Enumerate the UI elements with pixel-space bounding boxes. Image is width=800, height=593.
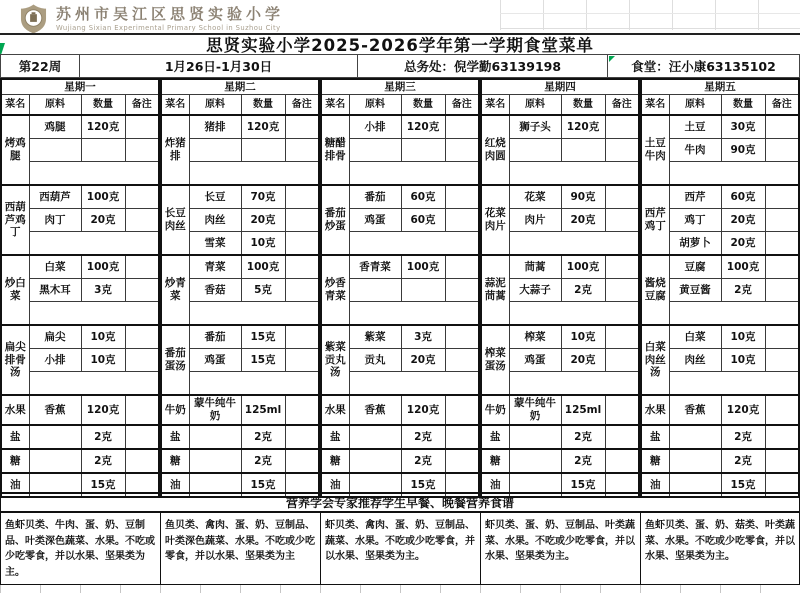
ingredient-cell: 牛肉: [669, 139, 721, 162]
empty-merged-cell: [189, 162, 319, 186]
quantity-cell: 2克: [721, 425, 765, 449]
quantity-cell: 100克: [721, 255, 765, 279]
quantity-cell: 10克: [81, 349, 125, 372]
ingredient-cell: 蒙牛纯牛奶: [509, 395, 561, 425]
note-cell: [445, 115, 479, 139]
day-header: 星期二: [161, 79, 319, 95]
column-header: 原料: [509, 95, 561, 116]
empty-merged-cell: [189, 372, 319, 396]
ingredient-cell: 香青菜: [349, 255, 401, 279]
column-header: 菜名: [321, 95, 349, 116]
empty-merged-cell: [349, 302, 479, 326]
note-cell: [765, 449, 799, 473]
quantity-cell: 20克: [561, 349, 605, 372]
dish-name: 炒香青菜: [321, 255, 349, 325]
oil-label: 油: [161, 473, 189, 497]
dish-name: 糖醋排骨: [321, 115, 349, 185]
column-header: 备注: [125, 95, 159, 116]
ingredient-cell: [189, 449, 241, 473]
quantity-cell: 60克: [721, 185, 765, 209]
ingredient-cell: [509, 139, 561, 162]
note-cell: [765, 325, 799, 349]
quantity-cell: 2克: [401, 449, 445, 473]
note-cell: [285, 395, 319, 425]
quantity-cell: 125ml: [561, 395, 605, 425]
quantity-cell: 120克: [721, 395, 765, 425]
quantity-cell: 60克: [401, 185, 445, 209]
note-cell: [765, 349, 799, 372]
note-cell: [125, 209, 159, 232]
quantity-cell: 20克: [721, 232, 765, 256]
column-header: 原料: [189, 95, 241, 116]
ingredient-cell: [29, 425, 81, 449]
note-cell: [765, 255, 799, 279]
ingredient-cell: 番茄: [189, 325, 241, 349]
note-cell: [765, 232, 799, 256]
day-header: 星期五: [641, 79, 799, 95]
quantity-cell: 100克: [241, 255, 285, 279]
empty-merged-cell: [349, 162, 479, 186]
quantity-cell: 3克: [401, 325, 445, 349]
school-crest-icon: [20, 4, 47, 34]
quantity-cell: 15克: [241, 473, 285, 497]
ingredient-cell: 肉片: [509, 209, 561, 232]
empty-merged-cell: [509, 302, 639, 326]
dish-name: 牛奶: [481, 395, 509, 425]
quantity-cell: 2克: [721, 279, 765, 302]
empty-merged-cell: [29, 232, 159, 256]
day-header: 星期三: [321, 79, 479, 95]
ingredient-cell: 鸡蛋: [349, 209, 401, 232]
quantity-cell: 100克: [401, 255, 445, 279]
sugar-label: 糖: [481, 449, 509, 473]
dish-name: 红烧肉圆: [481, 115, 509, 185]
day-column: [640, 78, 800, 498]
ingredient-cell: [669, 425, 721, 449]
column-header: 原料: [669, 95, 721, 116]
dish-name: 酱烧豆腐: [641, 255, 669, 325]
note-cell: [125, 255, 159, 279]
dish-name: 番茄炒蛋: [321, 185, 349, 255]
ingredient-cell: 肉丝: [189, 209, 241, 232]
ingredient-cell: 香蕉: [669, 395, 721, 425]
ingredient-cell: 大蒜子: [509, 279, 561, 302]
week-cell: 第22周: [0, 54, 79, 78]
ingredient-cell: [189, 425, 241, 449]
column-header: 菜名: [641, 95, 669, 116]
quantity-cell: [241, 139, 285, 162]
ingredient-cell: 狮子头: [509, 115, 561, 139]
quantity-cell: 70克: [241, 185, 285, 209]
quantity-cell: 120克: [401, 115, 445, 139]
nutrition-advice-cell: 鱼贝类、禽肉、蛋、奶、豆制品、叶类深色蔬菜、水果。不吃或少吃零食，并以水果、坚果类为主: [160, 512, 320, 585]
dish-name: 紫菜贡丸汤: [321, 325, 349, 395]
column-header: 备注: [285, 95, 319, 116]
sugar-label: 糖: [161, 449, 189, 473]
day-column: [480, 78, 640, 498]
quantity-cell: 2克: [401, 425, 445, 449]
canteen-contact-cell: [607, 54, 800, 78]
ingredient-cell: 雪菜: [189, 232, 241, 256]
quantity-cell: 2克: [81, 425, 125, 449]
oil-label: 油: [641, 473, 669, 497]
ingredient-cell: [349, 425, 401, 449]
quantity-cell: 90克: [721, 139, 765, 162]
quantity-cell: 120克: [241, 115, 285, 139]
column-header: 菜名: [481, 95, 509, 116]
quantity-cell: 15克: [241, 349, 285, 372]
note-cell: [605, 185, 639, 209]
note-cell: [605, 139, 639, 162]
column-header: 菜名: [161, 95, 189, 116]
school-name-cn: 苏州市吴江区思贤实验小学: [56, 4, 285, 23]
ingredient-cell: 扁尖: [29, 325, 81, 349]
note-cell: [125, 139, 159, 162]
quantity-cell: 15克: [561, 473, 605, 497]
quantity-cell: 20克: [401, 349, 445, 372]
ingredient-cell: [29, 449, 81, 473]
note-cell: [285, 349, 319, 372]
note-cell: [605, 209, 639, 232]
dish-name: 西芹鸡丁: [641, 185, 669, 255]
excel-note-triangle-icon: [609, 56, 615, 62]
ingredient-cell: 榨菜: [509, 325, 561, 349]
note-cell: [765, 139, 799, 162]
quantity-cell: 10克: [721, 325, 765, 349]
note-cell: [445, 449, 479, 473]
note-cell: [285, 325, 319, 349]
sugar-label: 糖: [321, 449, 349, 473]
quantity-cell: [561, 139, 605, 162]
salt-label: 盐: [641, 425, 669, 449]
dish-name: 扁尖排骨汤: [1, 325, 29, 395]
ingredient-cell: 猪排: [189, 115, 241, 139]
quantity-cell: 120克: [81, 395, 125, 425]
quantity-cell: 20克: [81, 209, 125, 232]
info-row: [0, 54, 800, 78]
column-header: 菜名: [1, 95, 29, 116]
note-cell: [125, 395, 159, 425]
note-cell: [445, 255, 479, 279]
empty-merged-cell: [509, 232, 639, 256]
empty-merged-cell: [509, 372, 639, 396]
quantity-cell: 125ml: [241, 395, 285, 425]
note-cell: [765, 425, 799, 449]
quantity-cell: [401, 279, 445, 302]
quantity-cell: 120克: [81, 115, 125, 139]
note-cell: [605, 279, 639, 302]
empty-merged-cell: [29, 302, 159, 326]
menu-table: [0, 78, 800, 492]
ingredient-cell: 鸡腿: [29, 115, 81, 139]
quantity-cell: 60克: [401, 209, 445, 232]
ingredient-cell: 长豆: [189, 185, 241, 209]
quantity-cell: 20克: [721, 209, 765, 232]
quantity-cell: 10克: [81, 325, 125, 349]
quantity-cell: [81, 139, 125, 162]
dish-name: 水果: [1, 395, 29, 425]
note-cell: [125, 425, 159, 449]
office-contact-cell: 总务处：倪学勤63139198: [357, 54, 607, 78]
day-column: [0, 78, 160, 498]
empty-merged-cell: [509, 162, 639, 186]
dish-name: 牛奶: [161, 395, 189, 425]
ingredient-cell: [509, 425, 561, 449]
quantity-cell: 15克: [241, 325, 285, 349]
column-header: 数量: [561, 95, 605, 116]
empty-merged-cell: [669, 302, 799, 326]
salt-label: 盐: [1, 425, 29, 449]
ingredient-cell: 肉丁: [29, 209, 81, 232]
note-cell: [605, 449, 639, 473]
ingredient-cell: 小排: [349, 115, 401, 139]
quantity-cell: 15克: [401, 473, 445, 497]
quantity-cell: 2克: [561, 425, 605, 449]
empty-merged-cell: [189, 302, 319, 326]
ingredient-cell: [29, 139, 81, 162]
ingredient-cell: 鸡蛋: [509, 349, 561, 372]
spreadsheet-gridlines-top: [500, 0, 800, 30]
dish-name: 水果: [641, 395, 669, 425]
note-cell: [445, 185, 479, 209]
note-cell: [605, 255, 639, 279]
ingredient-cell: 黄豆酱: [669, 279, 721, 302]
note-cell: [285, 449, 319, 473]
column-header: 数量: [81, 95, 125, 116]
note-cell: [285, 232, 319, 256]
note-cell: [445, 395, 479, 425]
note-cell: [285, 115, 319, 139]
dish-name: 炸猪排: [161, 115, 189, 185]
dish-name: 炒青菜: [161, 255, 189, 325]
ingredient-cell: 香菇: [189, 279, 241, 302]
quantity-cell: 3克: [81, 279, 125, 302]
note-cell: [605, 425, 639, 449]
note-cell: [445, 279, 479, 302]
day-column: [160, 78, 320, 498]
ingredient-cell: 白菜: [29, 255, 81, 279]
quantity-cell: 2克: [721, 449, 765, 473]
ingredient-cell: 香蕉: [349, 395, 401, 425]
salt-label: 盐: [161, 425, 189, 449]
oil-label: 油: [481, 473, 509, 497]
quantity-cell: 5克: [241, 279, 285, 302]
quantity-cell: 2克: [81, 449, 125, 473]
note-cell: [445, 209, 479, 232]
quantity-cell: 20克: [241, 209, 285, 232]
quantity-cell: 10克: [721, 349, 765, 372]
note-cell: [285, 185, 319, 209]
column-header: 备注: [605, 95, 639, 116]
dish-name: 白菜肉丝汤: [641, 325, 669, 395]
column-header: 数量: [241, 95, 285, 116]
note-cell: [765, 185, 799, 209]
ingredient-cell: 香蕉: [29, 395, 81, 425]
ingredient-cell: [669, 449, 721, 473]
note-cell: [605, 349, 639, 372]
nutrition-advice-cell: 虾贝类、蛋、奶、豆制品、叶类蔬菜、水果。不吃或少吃零食，并以水果、坚果类为主。: [480, 512, 640, 585]
dish-name: 榨菜蛋汤: [481, 325, 509, 395]
oil-label: 油: [1, 473, 29, 497]
ingredient-cell: 西芹: [669, 185, 721, 209]
quantity-cell: [401, 139, 445, 162]
ingredient-cell: 青菜: [189, 255, 241, 279]
ingredient-cell: 胡萝卜: [669, 232, 721, 256]
column-header: 数量: [721, 95, 765, 116]
note-cell: [125, 185, 159, 209]
dish-name: 烤鸡腿: [1, 115, 29, 185]
quantity-cell: 2克: [561, 279, 605, 302]
column-header: 备注: [765, 95, 799, 116]
ingredient-cell: 豆腐: [669, 255, 721, 279]
quantity-cell: 20克: [561, 209, 605, 232]
nutrition-advice-cell: 虾贝类、禽肉、蛋、奶、豆制品、蔬菜、水果。不吃或少吃零食，并以水果、坚果类为主。: [320, 512, 480, 585]
empty-merged-cell: [669, 372, 799, 396]
empty-merged-cell: [349, 372, 479, 396]
quantity-cell: 100克: [81, 185, 125, 209]
column-header: 备注: [445, 95, 479, 116]
spreadsheet-gridlines-bottom: [0, 585, 800, 593]
ingredient-cell: 紫菜: [349, 325, 401, 349]
ingredient-cell: 白菜: [669, 325, 721, 349]
note-cell: [605, 325, 639, 349]
ingredient-cell: [349, 139, 401, 162]
ingredient-cell: 花菜: [509, 185, 561, 209]
note-cell: [125, 325, 159, 349]
note-cell: [605, 395, 639, 425]
note-cell: [285, 139, 319, 162]
note-cell: [445, 349, 479, 372]
quantity-cell: 90克: [561, 185, 605, 209]
quantity-cell: 15克: [81, 473, 125, 497]
ingredient-cell: 西葫芦: [29, 185, 81, 209]
nutrition-advice-cell: 鱼虾贝类、蛋、奶、菇类、叶类蔬菜、水果。不吃或少吃零食，并以水果、坚果类为主。: [640, 512, 800, 585]
dish-name: 土豆牛肉: [641, 115, 669, 185]
school-logo: [20, 4, 284, 34]
quantity-cell: 100克: [81, 255, 125, 279]
quantity-cell: 15克: [721, 473, 765, 497]
ingredient-cell: [189, 139, 241, 162]
note-cell: [765, 395, 799, 425]
quantity-cell: 100克: [561, 255, 605, 279]
salt-label: 盐: [321, 425, 349, 449]
note-cell: [125, 349, 159, 372]
note-cell: [285, 425, 319, 449]
note-cell: [285, 209, 319, 232]
ingredient-cell: 鸡丁: [669, 209, 721, 232]
quantity-cell: 120克: [561, 115, 605, 139]
empty-merged-cell: [29, 162, 159, 186]
ingredient-cell: 黑木耳: [29, 279, 81, 302]
dish-name: 花菜肉片: [481, 185, 509, 255]
note-cell: [125, 449, 159, 473]
note-cell: [765, 209, 799, 232]
dish-name: 炒白菜: [1, 255, 29, 325]
quantity-cell: 120克: [401, 395, 445, 425]
page-title: 思贤实验小学2025-2026学年第一学期食堂菜单: [0, 33, 800, 54]
day-column: [320, 78, 480, 498]
ingredient-cell: 蒙牛纯牛奶: [189, 395, 241, 425]
nutrition-advice-cell: 鱼虾贝类、牛肉、蛋、奶、豆制品、叶类深色蔬菜、水果。不吃或少吃零食，并以水果、坚果类为主。: [0, 512, 160, 585]
ingredient-cell: 小排: [29, 349, 81, 372]
ingredient-cell: 茼蒿: [509, 255, 561, 279]
quantity-cell: 2克: [561, 449, 605, 473]
ingredient-cell: [349, 449, 401, 473]
empty-merged-cell: [29, 372, 159, 396]
column-header: 原料: [29, 95, 81, 116]
dish-name: 蒜泥茼蒿: [481, 255, 509, 325]
note-cell: [445, 325, 479, 349]
ingredient-cell: [509, 449, 561, 473]
quantity-cell: 2克: [241, 425, 285, 449]
column-header: 数量: [401, 95, 445, 116]
quantity-cell: 10克: [241, 232, 285, 256]
ingredient-cell: [349, 279, 401, 302]
dish-name: 长豆肉丝: [161, 185, 189, 255]
note-cell: [765, 279, 799, 302]
day-header: 星期四: [481, 79, 639, 95]
note-cell: [125, 279, 159, 302]
empty-merged-cell: [669, 162, 799, 186]
note-cell: [285, 279, 319, 302]
sugar-label: 糖: [1, 449, 29, 473]
dish-name: 西葫芦鸡丁: [1, 185, 29, 255]
note-cell: [285, 255, 319, 279]
ingredient-cell: 贡丸: [349, 349, 401, 372]
column-header: 原料: [349, 95, 401, 116]
salt-label: 盐: [481, 425, 509, 449]
advice-row: [0, 512, 800, 585]
empty-merged-cell: [349, 232, 479, 256]
dish-name: 番茄蛋汤: [161, 325, 189, 395]
quantity-cell: 10克: [561, 325, 605, 349]
canteen-contact-text: 食堂：汪小康63135102: [631, 59, 776, 74]
oil-label: 油: [321, 473, 349, 497]
date-range-cell: 1月26日-1月30日: [79, 54, 357, 78]
ingredient-cell: 鸡蛋: [189, 349, 241, 372]
note-cell: [605, 115, 639, 139]
note-cell: [125, 115, 159, 139]
dish-name: 水果: [321, 395, 349, 425]
quantity-cell: 30克: [721, 115, 765, 139]
note-cell: [445, 139, 479, 162]
note-cell: [445, 425, 479, 449]
nutrition-title: 营养学会专家推荐学生早餐、晚餐营养食谱: [0, 492, 800, 512]
note-cell: [765, 115, 799, 139]
quantity-cell: 2克: [241, 449, 285, 473]
sugar-label: 糖: [641, 449, 669, 473]
school-name-en: Wujiang Sixian Experimental Primary School in Suzhou City: [56, 24, 281, 33]
ingredient-cell: 肉丝: [669, 349, 721, 372]
ingredient-cell: 土豆: [669, 115, 721, 139]
day-header: 星期一: [1, 79, 159, 95]
ingredient-cell: 番茄: [349, 185, 401, 209]
